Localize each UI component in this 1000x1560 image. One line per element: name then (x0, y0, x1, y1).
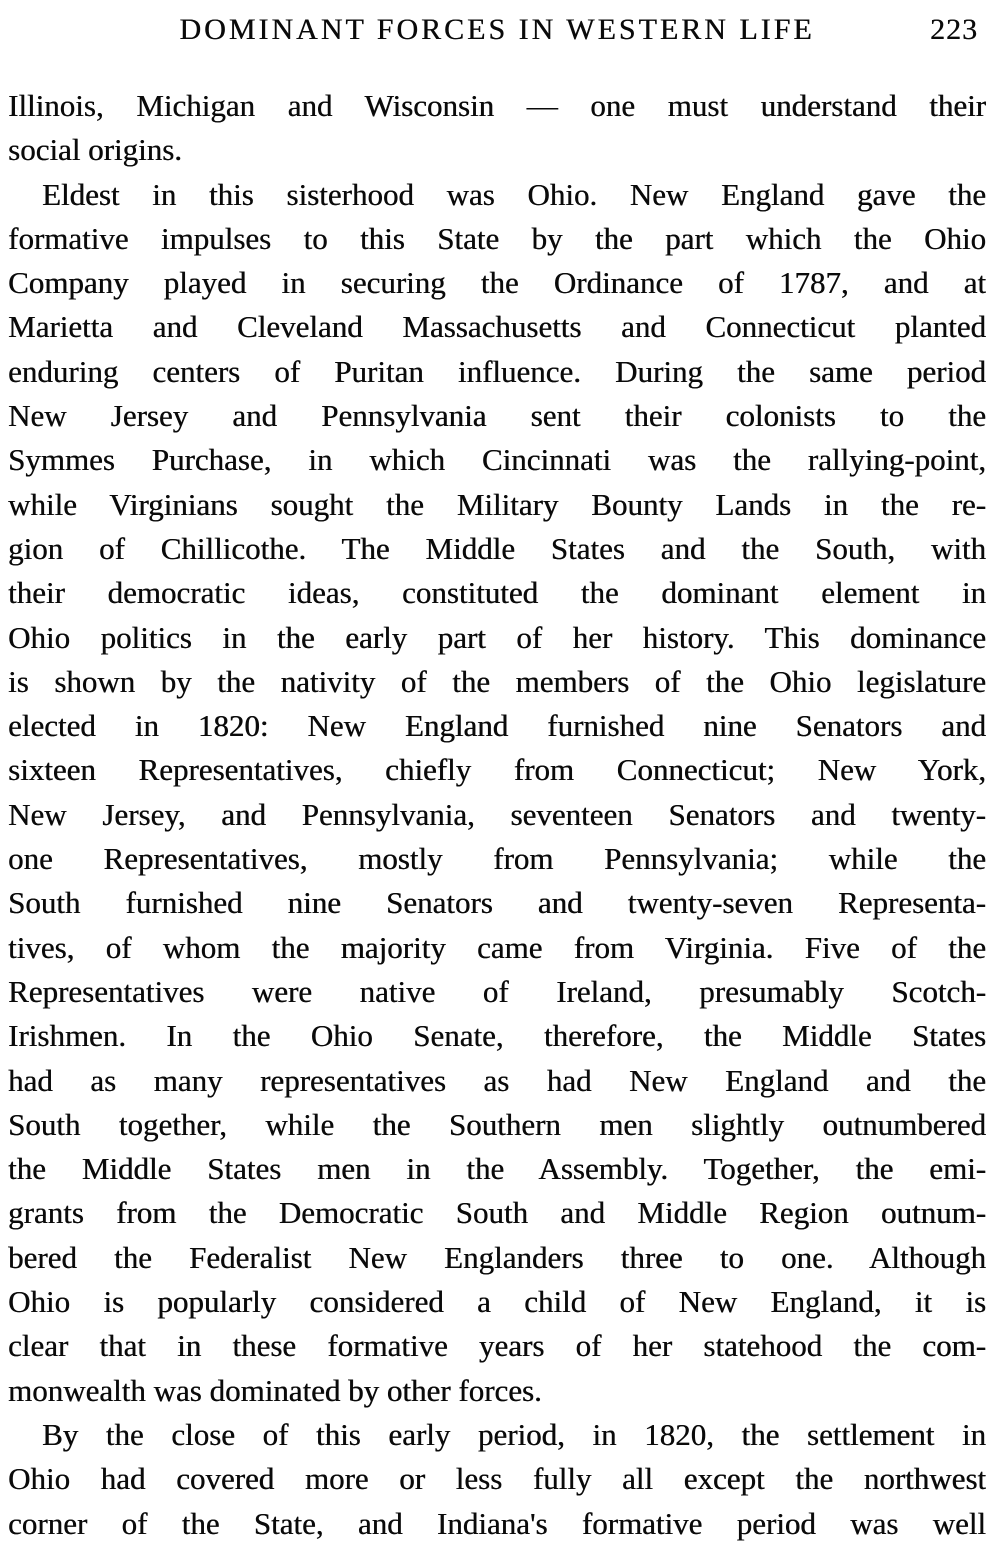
text-line: bered the Federalist New Englanders three to one. Although (8, 1239, 986, 1275)
text-line: Marietta and Cleveland Massachusetts and Connecticut planted (8, 309, 986, 345)
running-head (8, 10, 986, 54)
text-line: Illinois, Michigan and Wisconsin — one must understand their (8, 88, 986, 123)
text-line: By the close of this early period, in 1820, the settlement in (42, 1416, 986, 1452)
text-line: their democratic ideas, constituted the dominant element in (8, 575, 986, 611)
text-line: Ohio had covered more or less fully all except the northwest (8, 1461, 986, 1497)
text-line: corner of the State, and Indiana's formative period was well (8, 1505, 986, 1541)
body-text (8, 84, 986, 1546)
text-line: while Virginians sought the Military Bounty Lands in the re- (8, 486, 986, 522)
text-line: elected in 1820: New England furnished nine Senators and (8, 708, 986, 744)
text-line: Eldest in this sisterhood was Ohio. New England gave the (42, 176, 986, 212)
page-number: 223 (930, 13, 978, 46)
text-line: South together, while the Southern men slightly outnumbered (8, 1106, 986, 1142)
text-line: one Representatives, mostly from Pennsylvania; while the (8, 841, 986, 877)
text-line: tives, of whom the majority came from Virginia. Five of the (8, 929, 986, 965)
text-line: New Jersey and Pennsylvania sent their colonists to the (8, 398, 986, 434)
text-line: New Jersey, and Pennsylvania, seventeen Senators and twenty- (8, 796, 986, 832)
text-line: sixteen Representatives, chiefly from Connecticut; New York, (8, 752, 986, 788)
text-line: Irishmen. In the Ohio Senate, therefore, the Middle States (8, 1018, 986, 1054)
text-line: South furnished nine Senators and twenty-seven Representa- (8, 885, 986, 921)
text-line: formative impulses to this State by the part which the Ohio (8, 220, 986, 256)
text-line: gion of Chillicothe. The Middle States and the South, with (8, 530, 986, 566)
text-line: Ohio politics in the early part of her history. This dominance (8, 619, 986, 655)
text-line: social origins. (8, 132, 182, 168)
text-line: clear that in these formative years of her statehood the com- (8, 1328, 986, 1364)
text-line: Company played in securing the Ordinance of 1787, and at (8, 265, 986, 301)
text-line: monwealth was dominated by other forces. (8, 1372, 542, 1408)
text-line: enduring centers of Puritan influence. During the same period (8, 353, 986, 389)
text-line: had as many representatives as had New England and the (8, 1062, 986, 1098)
text-line: grants from the Democratic South and Middle Region outnum- (8, 1195, 986, 1231)
text-line: the Middle States men in the Assembly. Together, the emi- (8, 1151, 986, 1187)
text-line: Symmes Purchase, in which Cincinnati was the rallying-point, (8, 442, 986, 478)
text-line: Representatives were native of Ireland, presumably Scotch- (8, 973, 986, 1009)
text-line: Ohio is popularly considered a child of New England, it is (8, 1284, 986, 1320)
page-title: DOMINANT FORCES IN WESTERN LIFE (179, 13, 815, 46)
text-line: is shown by the nativity of the members of the Ohio legislature (8, 663, 986, 699)
